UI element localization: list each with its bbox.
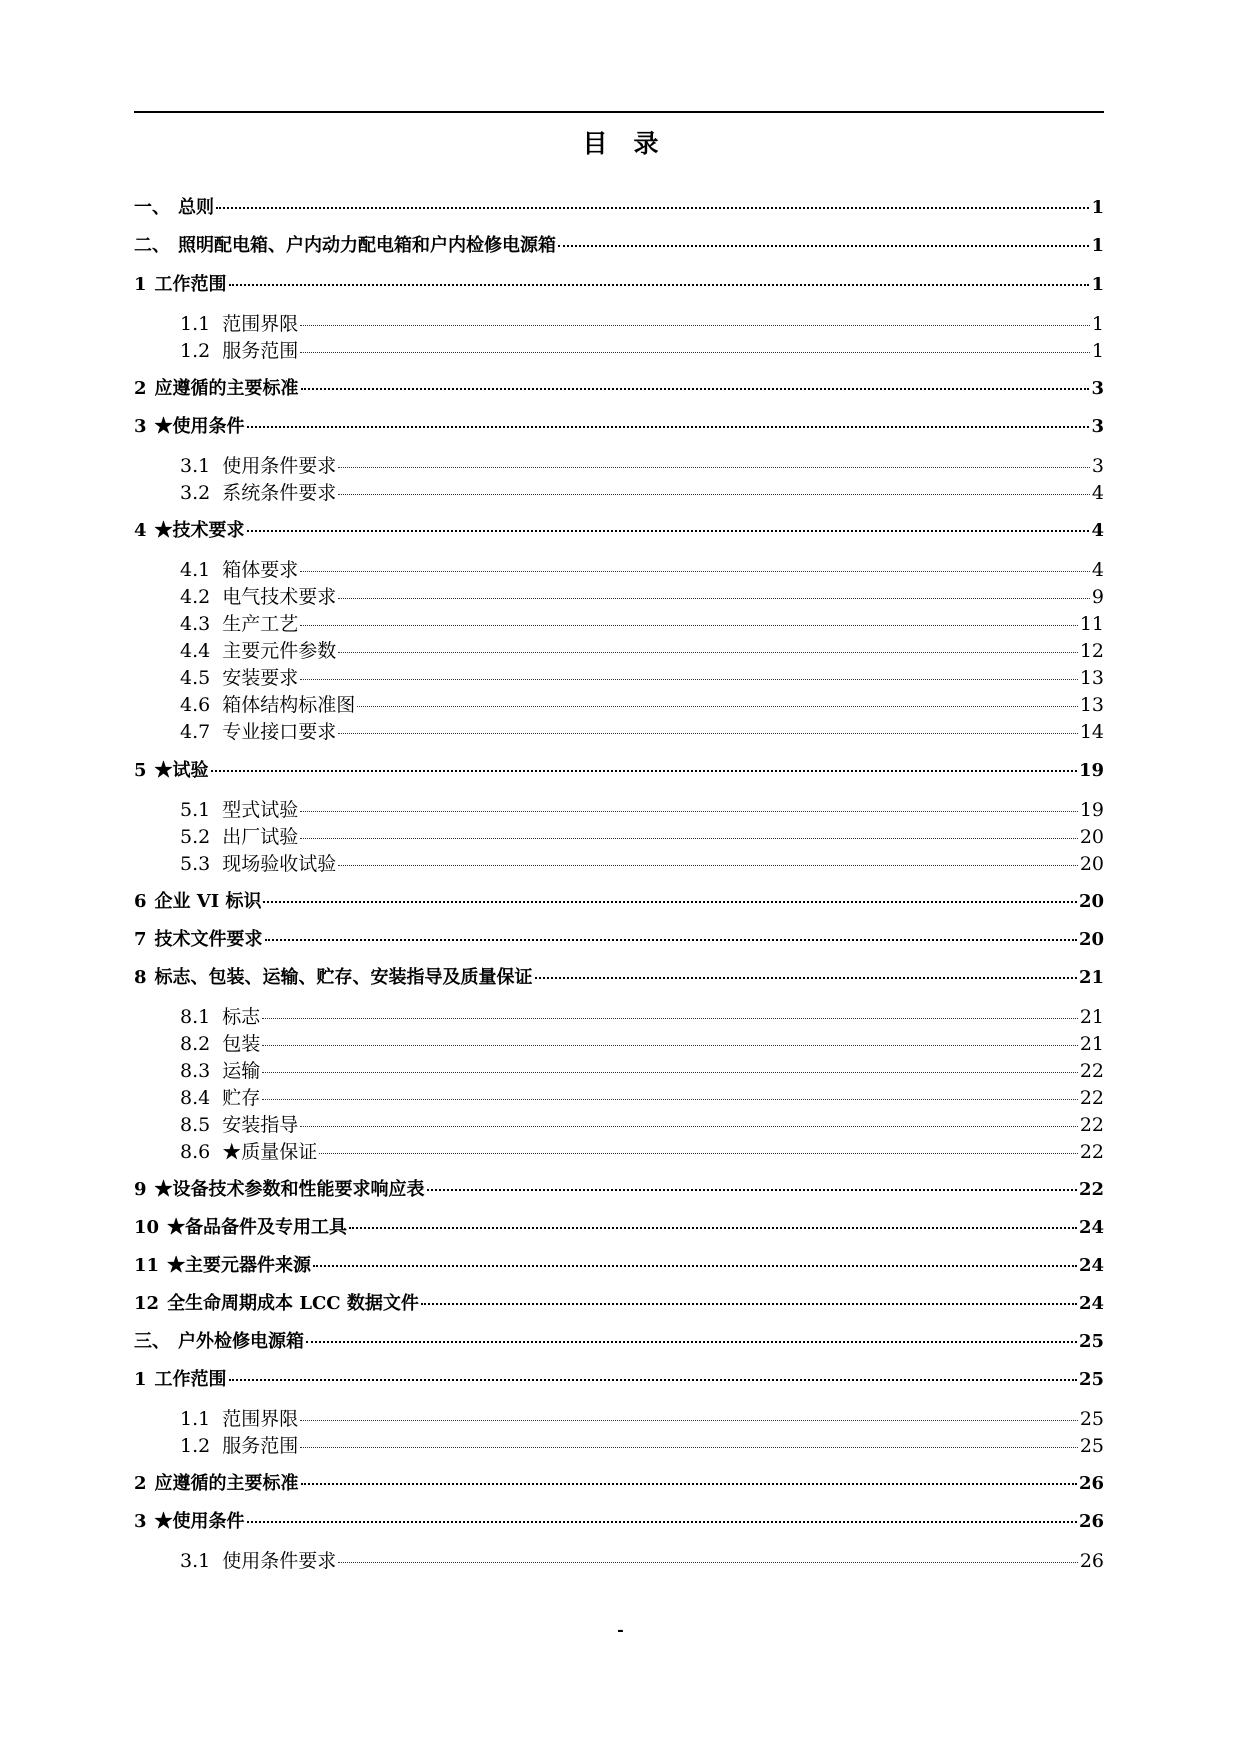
toc-entry-label — [134, 925, 263, 951]
toc-page-number: 22 — [1079, 1060, 1104, 1082]
toc-entry[interactable] — [180, 690, 1104, 717]
toc-entry[interactable] — [134, 887, 1104, 913]
toc-entry-text: 包装 — [222, 1033, 261, 1055]
toc-entry-text: 使用条件要求 — [222, 455, 337, 477]
toc-entry[interactable] — [134, 374, 1104, 400]
toc-entry-text: 安装要求 — [222, 667, 299, 689]
toc-entry[interactable] — [134, 756, 1104, 782]
toc-dot-leader — [349, 1227, 1077, 1229]
toc-entry-label — [134, 412, 245, 438]
toc-dot-leader — [263, 901, 1076, 903]
toc-dot-leader — [300, 571, 1090, 572]
toc-entry-text: 型式试验 — [222, 799, 299, 821]
toc-dot-leader — [306, 1341, 1077, 1343]
toc-dot-leader — [300, 838, 1078, 839]
toc-entry-text: 使用条件要求 — [222, 1550, 337, 1572]
toc-entry-number: 1.2 — [180, 1435, 211, 1457]
toc-dot-leader — [357, 706, 1078, 707]
toc-entry-text: 户外检修电源箱 — [178, 1331, 304, 1352]
toc-entry-number: 3 — [134, 1511, 147, 1532]
toc-entry-label — [180, 717, 336, 744]
toc-entry-label — [180, 795, 298, 822]
toc-entry-text: 应遵循的主要标准 — [154, 378, 299, 399]
toc-entry[interactable] — [134, 925, 1104, 951]
toc-entry[interactable] — [180, 1002, 1104, 1029]
toc-entry[interactable] — [180, 478, 1104, 505]
toc-page-number: 25 — [1078, 1369, 1104, 1390]
toc-entry-label — [134, 193, 214, 219]
toc-entry-label — [180, 309, 298, 336]
toc-entry[interactable] — [180, 336, 1104, 363]
toc-entry-number: 7 — [134, 929, 147, 950]
toc-page-number: 12 — [1079, 640, 1104, 662]
toc-page-number: 9 — [1091, 586, 1104, 608]
toc-entry[interactable] — [180, 1546, 1104, 1573]
toc-entry[interactable] — [134, 1251, 1104, 1277]
toc-entry-label — [134, 963, 533, 989]
toc-entry-number: 4.7 — [180, 721, 211, 743]
toc-entry-label — [180, 1404, 298, 1431]
toc-entry-text: 工作范围 — [154, 274, 227, 295]
toc-page-number: 22 — [1079, 1087, 1104, 1109]
toc-entry[interactable] — [180, 795, 1104, 822]
toc-dot-leader — [427, 1189, 1077, 1191]
toc-page-number: 20 — [1079, 826, 1104, 848]
toc-dot-leader — [338, 467, 1090, 468]
toc-entry-label — [134, 374, 299, 400]
toc-dot-leader — [216, 207, 1089, 209]
toc-entry-label — [134, 516, 245, 542]
toc-page-number: 24 — [1078, 1217, 1104, 1238]
toc-page-number: 1 — [1091, 197, 1104, 218]
toc-entry[interactable] — [180, 1404, 1104, 1431]
toc-dot-leader — [247, 1521, 1077, 1523]
toc-page-number: 25 — [1079, 1435, 1104, 1457]
toc-entry[interactable] — [134, 963, 1104, 989]
toc-entry-number: 3.2 — [180, 482, 211, 504]
toc-entry-text: 照明配电箱、户内动力配电箱和户内检修电源箱 — [178, 235, 556, 256]
toc-entry-label — [180, 1137, 317, 1164]
toc-entry-text: 出厂试验 — [222, 826, 299, 848]
toc-entry-text: 箱体要求 — [222, 559, 299, 581]
toc-entry-number: 3.1 — [180, 1550, 211, 1572]
toc-dot-leader — [211, 770, 1077, 772]
toc-entry-number: 4.1 — [180, 559, 211, 581]
toc-entry[interactable] — [134, 1327, 1104, 1353]
toc-entry-text: 系统条件要求 — [222, 482, 337, 504]
toc-dot-leader — [313, 1265, 1077, 1267]
toc-entry[interactable] — [180, 451, 1104, 478]
toc-entry[interactable] — [180, 636, 1104, 663]
toc-entry-number: 12 — [134, 1293, 160, 1314]
toc-dot-leader — [262, 1072, 1078, 1073]
toc-entry[interactable] — [180, 1137, 1104, 1164]
toc-entry-label — [134, 1175, 425, 1201]
toc-entry-text: 范围界限 — [222, 1408, 299, 1430]
toc-entry-number: 4.3 — [180, 613, 211, 635]
toc-entry[interactable] — [134, 1175, 1104, 1201]
toc-entry[interactable] — [180, 1056, 1104, 1083]
toc-dot-leader — [319, 1153, 1078, 1154]
toc-dot-leader — [262, 1018, 1078, 1019]
toc-entry-text: 专业接口要求 — [222, 721, 337, 743]
toc-entry-label — [134, 270, 227, 296]
toc-entry-label — [134, 1251, 311, 1277]
toc-entry[interactable] — [180, 822, 1104, 849]
toc-dot-leader — [300, 1447, 1078, 1448]
toc-page-number: 3 — [1091, 378, 1104, 399]
toc-page-number: 21 — [1079, 1006, 1104, 1028]
toc-entry-label — [180, 849, 336, 876]
toc-entry[interactable] — [134, 231, 1104, 257]
toc-entry-number: 8.1 — [180, 1006, 211, 1028]
toc-dot-leader — [535, 977, 1077, 979]
toc-entry-label — [180, 1546, 336, 1573]
toc-entry-number: 1 — [134, 274, 147, 295]
toc-dot-leader — [229, 284, 1090, 286]
toc-page-number: 21 — [1078, 967, 1104, 988]
toc-entry-number: 5.1 — [180, 799, 211, 821]
toc-entry-text: 技术文件要求 — [154, 929, 263, 950]
toc-page-number: 4 — [1091, 520, 1104, 541]
toc-entry-text: 服务范围 — [222, 1435, 299, 1457]
toc-dot-leader — [262, 1099, 1078, 1100]
toc-page-number: 21 — [1079, 1033, 1104, 1055]
toc-entry[interactable] — [180, 1029, 1104, 1056]
toc-entry[interactable] — [134, 193, 1104, 219]
toc-entry-number: 4.6 — [180, 694, 211, 716]
toc-page-number: 14 — [1079, 721, 1104, 743]
toc-entry-number: 4 — [134, 520, 147, 541]
toc-entry[interactable] — [180, 717, 1104, 744]
toc-entry[interactable] — [180, 1110, 1104, 1137]
toc-dot-leader — [300, 679, 1078, 680]
toc-entry-number: 3 — [134, 416, 147, 437]
toc-entry-text: ★试验 — [154, 760, 209, 781]
toc-entry[interactable] — [180, 1431, 1104, 1458]
toc-dot-leader — [338, 733, 1078, 734]
toc-entry-label — [180, 451, 336, 478]
toc-entry-text: 应遵循的主要标准 — [154, 1473, 299, 1494]
toc-page-number: 11 — [1079, 613, 1104, 635]
toc-entry-text: 电气技术要求 — [222, 586, 337, 608]
toc-page-number: 1 — [1091, 313, 1104, 335]
toc-entry-text: 企业 VI 标识 — [154, 891, 262, 912]
toc-entry-text: 主要元件参数 — [222, 640, 337, 662]
toc-entry-text: ★主要元器件来源 — [167, 1255, 312, 1276]
toc-entry-number: 5 — [134, 760, 147, 781]
toc-entry-text: ★使用条件 — [154, 1511, 245, 1532]
toc-entry-label — [134, 231, 556, 257]
toc-entry-label — [180, 609, 298, 636]
toc-dot-leader — [229, 1379, 1077, 1381]
toc-entry-label — [180, 1431, 298, 1458]
toc-page-number: 20 — [1078, 891, 1104, 912]
toc-dot-leader — [300, 1126, 1078, 1127]
toc-entry-number: 3.1 — [180, 455, 211, 477]
toc-entry-text: 现场验收试验 — [222, 853, 337, 875]
toc-entry-number: 4.4 — [180, 640, 211, 662]
toc-entry-label — [180, 1002, 260, 1029]
toc-dot-leader — [265, 939, 1077, 941]
toc-entry-text: 范围界限 — [222, 313, 299, 335]
toc-page-number: 19 — [1078, 760, 1104, 781]
header-rule — [134, 111, 1104, 113]
toc-page-number: 24 — [1078, 1255, 1104, 1276]
toc-entry-number: 8.6 — [180, 1141, 211, 1163]
toc-page-number: 24 — [1078, 1293, 1104, 1314]
toc-entry-number: 8.4 — [180, 1087, 211, 1109]
toc-dot-leader — [558, 245, 1089, 247]
toc-entry-text: 全生命周期成本 LCC 数据文件 — [167, 1293, 419, 1314]
toc-entry-number: 8.5 — [180, 1114, 211, 1136]
toc-entry[interactable] — [180, 849, 1104, 876]
toc-dot-leader — [421, 1303, 1077, 1305]
toc-page-number: 26 — [1079, 1550, 1104, 1572]
toc-dot-leader — [300, 811, 1078, 812]
toc-dot-leader — [300, 352, 1090, 353]
toc-entry-label — [180, 478, 336, 505]
toc-page-number: 4 — [1091, 482, 1104, 504]
toc-entry[interactable] — [134, 1213, 1104, 1239]
toc-page-number: 22 — [1078, 1179, 1104, 1200]
toc-entry-label — [180, 1083, 260, 1110]
toc-entry-label — [134, 1213, 347, 1239]
toc-entry-number: 8.2 — [180, 1033, 211, 1055]
toc-dot-leader — [247, 426, 1090, 428]
toc-entry-number: 6 — [134, 891, 147, 912]
toc-entry-number: 三、 — [134, 1331, 170, 1352]
toc-entry-label — [180, 636, 336, 663]
toc-entry-number: 二、 — [134, 235, 170, 256]
toc-entry-label — [180, 555, 298, 582]
toc-entry-text: 标志 — [222, 1006, 261, 1028]
toc-entry-text: 服务范围 — [222, 340, 299, 362]
toc-dot-leader — [338, 598, 1090, 599]
toc-entry-text: ★技术要求 — [154, 520, 245, 541]
toc-page-number: 22 — [1079, 1141, 1104, 1163]
toc-page-number: 26 — [1078, 1511, 1104, 1532]
toc-page-number: 26 — [1078, 1473, 1104, 1494]
toc-entry-text: 箱体结构标准图 — [222, 694, 356, 716]
toc-entry-label — [180, 336, 298, 363]
toc-entry[interactable] — [180, 1083, 1104, 1110]
toc-page-number: 3 — [1091, 416, 1104, 437]
toc-page-number: 3 — [1091, 455, 1104, 477]
toc-entry-label — [134, 1289, 419, 1315]
toc-page-number: 22 — [1079, 1114, 1104, 1136]
toc-entry[interactable] — [134, 1469, 1104, 1495]
toc-entry-label — [134, 1327, 304, 1353]
toc-entry-number: 4.2 — [180, 586, 211, 608]
toc-page-number: 13 — [1079, 694, 1104, 716]
toc-entry-text: ★备品备件及专用工具 — [167, 1217, 348, 1238]
toc-entry-number: 一、 — [134, 197, 170, 218]
toc-dot-leader — [247, 530, 1090, 532]
toc-dot-leader — [338, 652, 1078, 653]
toc-entry-label — [180, 582, 336, 609]
toc-entry-label — [134, 1469, 299, 1495]
toc-dot-leader — [338, 1562, 1078, 1563]
toc-dot-leader — [338, 494, 1090, 495]
toc-dot-leader — [301, 1483, 1077, 1485]
toc-entry-number: 2 — [134, 378, 147, 399]
toc-entry-number: 5.2 — [180, 826, 211, 848]
toc-entry-text: 标志、包装、运输、贮存、安装指导及质量保证 — [154, 967, 533, 988]
toc-entry-text: 生产工艺 — [222, 613, 299, 635]
toc-entry[interactable] — [134, 1507, 1104, 1533]
toc-entry-number: 8 — [134, 967, 147, 988]
toc-entry[interactable] — [180, 663, 1104, 690]
toc-entry-number: 1 — [134, 1369, 147, 1390]
toc-page-number: 25 — [1079, 1408, 1104, 1430]
toc-entry[interactable] — [134, 516, 1104, 542]
toc-entry-text: 贮存 — [222, 1087, 261, 1109]
toc-entry-label — [134, 756, 209, 782]
toc-page-number: 4 — [1091, 559, 1104, 581]
toc-entry-label — [180, 1029, 260, 1056]
toc-entry-number: 9 — [134, 1179, 147, 1200]
toc-entry-text: 运输 — [222, 1060, 261, 1082]
toc-entry-text: 安装指导 — [222, 1114, 299, 1136]
toc-dot-leader — [301, 388, 1090, 390]
page-title: 目录 — [582, 129, 685, 158]
toc-page-number: 20 — [1079, 853, 1104, 875]
toc-page-number: 1 — [1091, 274, 1104, 295]
toc-entry-number: 2 — [134, 1473, 147, 1494]
page-footer: - — [617, 1620, 624, 1639]
toc-page-number: 25 — [1078, 1331, 1104, 1352]
toc-entry[interactable] — [134, 412, 1104, 438]
toc-entry-number: 1.1 — [180, 313, 211, 335]
toc-dot-leader — [300, 325, 1090, 326]
toc-entry-text: 总则 — [178, 197, 214, 218]
toc-entry-label — [180, 822, 298, 849]
toc-page-number: 1 — [1091, 235, 1104, 256]
toc-entry-number: 1.2 — [180, 340, 211, 362]
toc-entry-number: 10 — [134, 1217, 160, 1238]
toc-entry[interactable] — [180, 309, 1104, 336]
toc-dot-leader — [300, 625, 1078, 626]
toc-entry-label — [134, 1507, 245, 1533]
toc-entry[interactable] — [134, 1365, 1104, 1391]
toc-page-number: 13 — [1079, 667, 1104, 689]
toc-entry-number: 4.5 — [180, 667, 211, 689]
toc-entry-number: 8.3 — [180, 1060, 211, 1082]
toc-entry-text: ★质量保证 — [222, 1141, 318, 1163]
toc-entry-number: 5.3 — [180, 853, 211, 875]
toc-dot-leader — [262, 1045, 1078, 1046]
toc-entry[interactable] — [180, 609, 1104, 636]
toc-entry-label — [180, 1110, 298, 1137]
toc-entry-label — [180, 690, 355, 717]
toc-entry-label — [180, 1056, 260, 1083]
toc-entry-label — [180, 663, 298, 690]
toc-entry-text: 工作范围 — [154, 1369, 227, 1390]
toc-entry-label — [134, 887, 261, 913]
toc-page-number: 20 — [1078, 929, 1104, 950]
toc-entry[interactable] — [134, 1289, 1104, 1315]
toc-entry[interactable] — [180, 582, 1104, 609]
toc-entry-label — [134, 1365, 227, 1391]
toc-dot-leader — [338, 865, 1078, 866]
toc-entry-number: 11 — [134, 1255, 160, 1276]
toc-dot-leader — [300, 1420, 1078, 1421]
toc-entry-number: 1.1 — [180, 1408, 211, 1430]
toc-page-number: 1 — [1091, 340, 1104, 362]
toc-entry[interactable] — [180, 555, 1104, 582]
toc-entry-text: ★使用条件 — [154, 416, 245, 437]
toc-entry-text: ★设备技术参数和性能要求响应表 — [154, 1179, 425, 1200]
toc-entry[interactable] — [134, 270, 1104, 296]
toc-page-number: 19 — [1079, 799, 1104, 821]
